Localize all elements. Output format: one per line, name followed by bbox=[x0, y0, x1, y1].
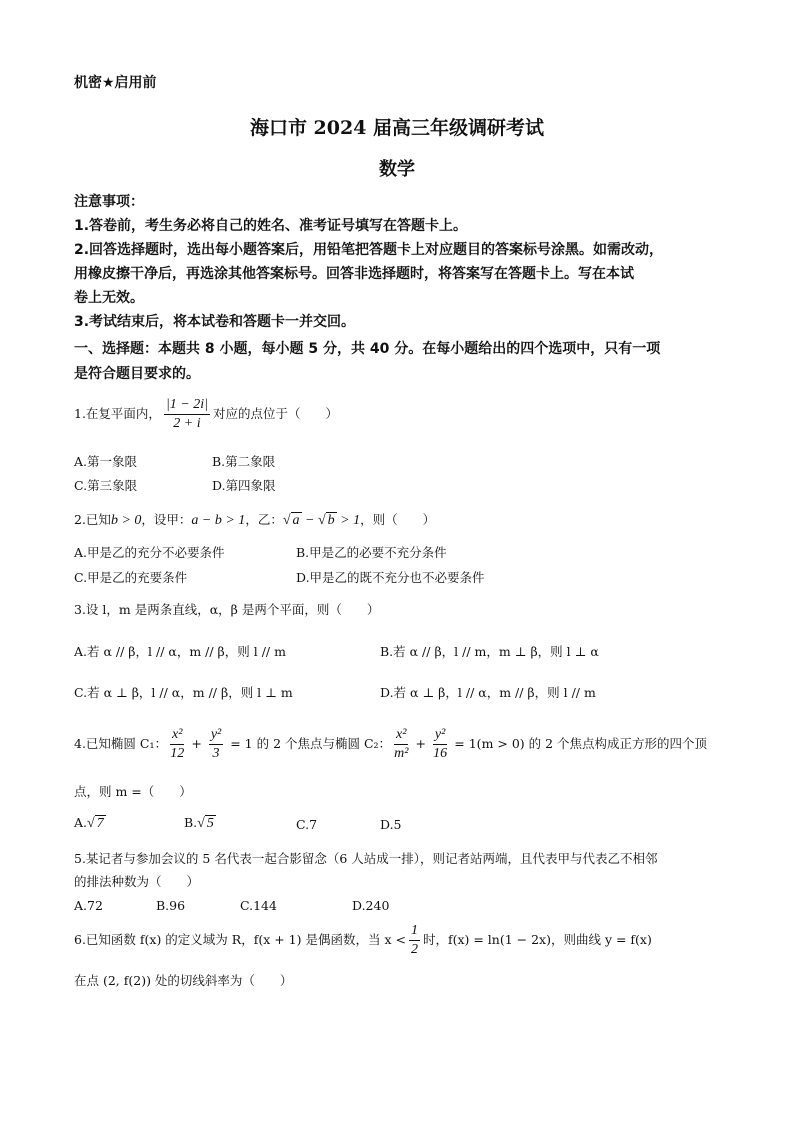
q5-option-b[interactable]: B.96 bbox=[156, 898, 186, 913]
q6-frac-den: 2 bbox=[410, 942, 418, 957]
q4-line-2: 点，则 m =（ ） bbox=[74, 784, 192, 799]
q1-option-d[interactable]: D.第四象限 bbox=[212, 478, 276, 493]
notes-heading: 注意事项： bbox=[74, 194, 144, 210]
q4-f4-den: 16 bbox=[433, 746, 448, 761]
q2-minus: − bbox=[301, 513, 318, 528]
q1-denominator: 2 + i bbox=[173, 416, 201, 431]
question-4 bbox=[74, 726, 707, 763]
q3-option-a[interactable]: A.若 α // β，l // α，m // β，则 l // m bbox=[74, 644, 286, 659]
q4-fraction-3 bbox=[394, 726, 408, 763]
q2-yi: √ a − √ b > 1 bbox=[282, 513, 361, 528]
q4-f2-num: y² bbox=[209, 726, 223, 745]
q4-option-b[interactable]: B.√ 5 bbox=[184, 815, 214, 831]
q5-line-2: 的排法种数为（ ） bbox=[74, 874, 200, 889]
question-3: 3.设 l，m 是两条直线，α，β 是两个平面，则（ ） bbox=[74, 602, 380, 617]
section-heading-cont: 是符合题目要求的。 bbox=[74, 366, 200, 382]
q4-f3-den: m² bbox=[394, 746, 409, 761]
q1-numerator: |1 − 2i| bbox=[164, 396, 210, 415]
note-line: 用橡皮擦干净后，再选涂其他答案标号。回答非选择题时，将答案写在答题卡上。写在本试 bbox=[74, 266, 634, 282]
q6-text: 6.已知函数 f(x) 的定义域为 R，f(x + 1) 是偶函数，当 x < bbox=[74, 932, 406, 947]
q4-f2-den: 3 bbox=[212, 746, 220, 761]
q4-fraction-2 bbox=[209, 726, 223, 763]
q1-prefix: 1.在复平面内， bbox=[74, 406, 161, 421]
section-heading: 一、选择题：本题共 8 小题，每小题 5 分，共 40 分。在每小题给出的四个选项中，只有一项 bbox=[74, 341, 661, 357]
q6-line-2: 在点 (2, f(2)) 处的切线斜率为（ ） bbox=[74, 973, 293, 988]
note-line: 2.回答选择题时，选出每小题答案后，用铅笔把答题卡上对应题目的答案标号涂黑。如需改动， bbox=[74, 242, 664, 258]
q2-option-d[interactable]: D.甲是乙的既不充分也不必要条件 bbox=[296, 570, 485, 585]
q5-option-a[interactable]: A.72 bbox=[74, 898, 103, 913]
q2-yi-tail: > 1 bbox=[336, 513, 361, 528]
subject-title: 数学 bbox=[379, 159, 415, 180]
note-line: 1.答卷前，考生务必将自己的姓名、准考证号填写在答题卡上。 bbox=[74, 218, 468, 234]
q6-frac-num: 1 bbox=[409, 922, 420, 941]
q1-fraction bbox=[164, 396, 210, 433]
q4-plus: + bbox=[187, 736, 206, 751]
q6-text: 时，f(x) = ln(1 − 2x)，则曲线 y = f(x) bbox=[422, 932, 652, 947]
q5-option-c[interactable]: C.144 bbox=[240, 898, 277, 913]
q4-text: 4.已知椭圆 C₁： bbox=[74, 736, 167, 751]
q1-option-a[interactable]: A.第一象限 bbox=[74, 454, 138, 469]
question-5: 5.某记者与参加会议的 5 名代表一起合影留念（6 人站成一排），则记者站两端，且代表甲与代表乙不相邻 bbox=[74, 851, 658, 866]
q5-option-d[interactable]: D.240 bbox=[352, 898, 390, 913]
q4-sqrt-7: 7 bbox=[96, 816, 104, 831]
q4-fraction-1 bbox=[170, 726, 184, 763]
confidential-label: 机密★启用前 bbox=[74, 75, 157, 91]
q4-text: = 1(m > 0) 的 2 个焦点构成正方形的四个顶 bbox=[450, 736, 708, 751]
q4-option-d[interactable]: D.5 bbox=[380, 817, 402, 832]
q2-text: ，乙： bbox=[245, 512, 283, 527]
q2-option-a[interactable]: A.甲是乙的充分不必要条件 bbox=[74, 545, 225, 560]
q4-plus: + bbox=[411, 736, 430, 751]
q4-f1-num: x² bbox=[170, 726, 184, 745]
q4-option-a-label: A. bbox=[74, 815, 88, 830]
q2-text: 2.已知 bbox=[74, 512, 111, 527]
q3-option-d[interactable]: D.若 α ⊥ β，l // α，m // β，则 l // m bbox=[380, 685, 596, 700]
q2-text: ，则（ ） bbox=[360, 512, 436, 527]
q4-sqrt-5: 5 bbox=[206, 816, 214, 831]
q4-option-c[interactable]: C.7 bbox=[296, 817, 318, 832]
q4-option-a[interactable]: A.√ 7 bbox=[74, 815, 104, 831]
q3-option-c[interactable]: C.若 α ⊥ β，l // α，m // β，则 l ⊥ m bbox=[74, 685, 293, 700]
q2-text: ，设甲： bbox=[141, 512, 192, 527]
question-1 bbox=[74, 396, 338, 433]
q1-option-b[interactable]: B.第二象限 bbox=[212, 454, 276, 469]
question-6 bbox=[74, 922, 652, 959]
q4-f1-den: 12 bbox=[170, 746, 185, 761]
q2-option-c[interactable]: C.甲是乙的充要条件 bbox=[74, 570, 188, 585]
q2-condition: b > 0 bbox=[110, 513, 142, 528]
q4-option-b-label: B. bbox=[184, 815, 198, 830]
q4-f3-num: x² bbox=[394, 726, 408, 745]
q4-fraction-4 bbox=[433, 726, 447, 763]
q3-option-b[interactable]: B.若 α // β，l // m，m ⊥ β，则 l ⊥ α bbox=[380, 644, 599, 659]
exam-title: 海口市 2024 届高三年级调研考试 bbox=[249, 117, 545, 139]
q1-suffix: 对应的点位于（ ） bbox=[212, 406, 338, 421]
q4-text: = 1 的 2 个焦点与椭圆 C₂： bbox=[226, 736, 392, 751]
question-2 bbox=[74, 510, 435, 529]
q2-jia: a − b > 1 bbox=[191, 513, 246, 528]
q2-sqrt-a: a bbox=[292, 513, 300, 528]
note-line: 卷上无效。 bbox=[74, 290, 144, 306]
q2-sqrt-b: b bbox=[327, 513, 335, 528]
q1-option-c[interactable]: C.第三象限 bbox=[74, 478, 138, 493]
q2-option-b[interactable]: B.甲是乙的必要不充分条件 bbox=[296, 545, 447, 560]
q6-fraction bbox=[409, 922, 420, 959]
note-line: 3.考试结束后，将本试卷和答题卡一并交回。 bbox=[74, 314, 356, 330]
q4-f4-num: y² bbox=[433, 726, 447, 745]
